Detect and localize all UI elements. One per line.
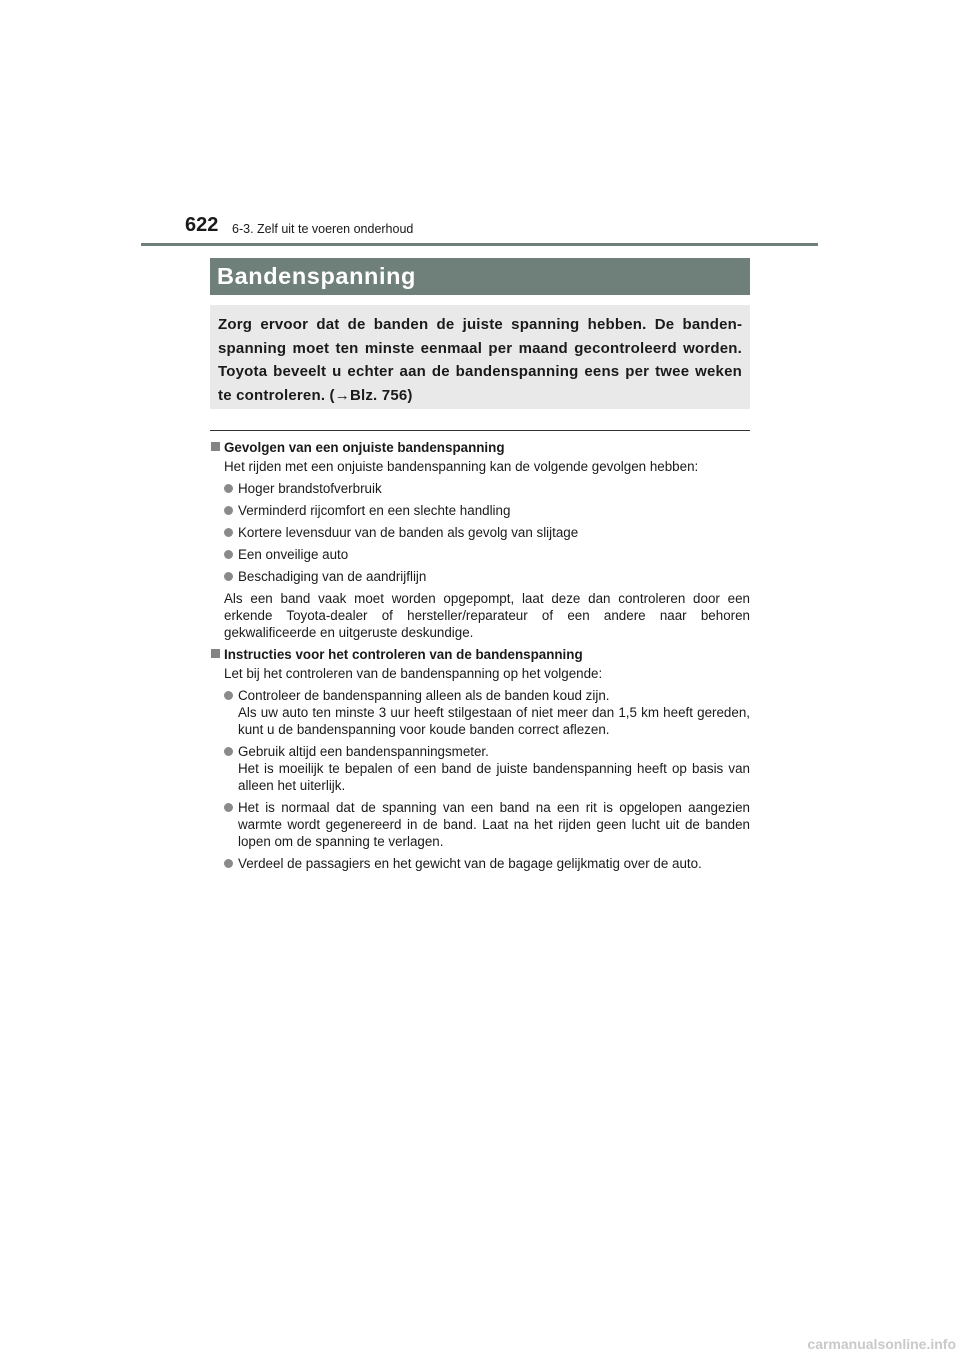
section-lead-text: Het rijden met een onjuiste bandenspanning kan de volgende gevolgen hebben:	[224, 459, 699, 474]
square-bullet-icon	[211, 442, 220, 451]
list-item	[210, 502, 750, 519]
round-bullet-icon	[224, 803, 233, 812]
list-item-text: Kortere levensduur van de banden als gevolg van slijtage	[238, 525, 579, 540]
list-item-text: Beschadiging van de aandrijflijn	[238, 569, 427, 584]
list-item	[210, 799, 750, 850]
intro-box	[210, 305, 750, 409]
intro-text-close: )	[407, 387, 413, 405]
header-divider	[141, 243, 818, 246]
list-item-text: Gebruik altijd een bandenspanningsmeter.	[238, 744, 489, 759]
list-item-text: Het is moeilijk te bepalen of een band de juiste bandenspanning heeft op basis van alleen het uiterlijk.	[238, 761, 750, 793]
square-bullet-icon	[211, 649, 220, 658]
section-heading-text: Gevolgen van een onjuiste bandenspanning	[224, 440, 505, 455]
list-item	[210, 546, 750, 563]
round-bullet-icon	[224, 747, 233, 756]
list-item-text: Het is normaal dat de spanning van een band na een rit is opgelopen aangezien warmte wordt gegenereerd in de band. Laat na het rijden geen lucht uit de banden lopen om de spanning te verlagen.	[238, 800, 750, 849]
list-item-text: Controleer de bandenspanning alleen als de banden koud zijn.	[238, 688, 610, 703]
section-heading	[210, 646, 750, 663]
section-heading-text: Instructies voor het controleren van de bandenspanning	[224, 647, 583, 662]
section-label: 6-3. Zelf uit te voeren onderhoud	[232, 222, 414, 236]
round-bullet-icon	[224, 691, 233, 700]
round-bullet-icon	[224, 528, 233, 537]
round-bullet-icon	[224, 506, 233, 515]
list-item-text: Hoger brandstofverbruik	[238, 481, 382, 496]
list-item-text: Een onveilige auto	[238, 547, 349, 562]
list-item	[210, 743, 750, 794]
arrow-icon: →	[334, 387, 350, 405]
intro-text-body: Zorg ervoor dat de banden de juiste spanning hebben. De bandenspanning moet ten minste eenmaal per maand gecontroleerd worden. Toyota beveelt u echter aan de bandenspanning eens per twee weken te controleren. (	[218, 316, 742, 405]
title-bar	[210, 258, 750, 295]
list-item	[210, 855, 750, 872]
page-title: Bandenspanning	[217, 263, 417, 289]
round-bullet-icon	[224, 572, 233, 581]
section-trailing-text: Als een band vaak moet worden opgepompt, laat deze dan controleren door een erkende Toyota-dealer of hersteller/reparateur of een andere naar behoren gekwalificeerde en uitgeruste deskundige.	[224, 591, 750, 640]
section-lead-text: Let bij het controleren van de bandenspanning op het volgende:	[224, 666, 603, 681]
list-item-text: Verminderd rijcomfort en een slechte handling	[238, 503, 511, 518]
watermark-link[interactable]: carmanualsonline.info	[807, 1336, 956, 1352]
intro-text	[218, 313, 742, 408]
round-bullet-icon	[224, 859, 233, 868]
list-item-text: Als uw auto ten minste 3 uur heeft stilgestaan of niet meer dan 1,5 km heeft gereden, kunt u de bandenspanning voor koude banden correct aflezen.	[238, 705, 750, 737]
round-bullet-icon	[224, 550, 233, 559]
list-item	[210, 568, 750, 585]
list-item	[210, 687, 750, 738]
round-bullet-icon	[224, 484, 233, 493]
list-item	[210, 524, 750, 541]
page-number: 622	[185, 214, 219, 236]
section-heading	[210, 439, 750, 456]
list-item	[210, 480, 750, 497]
page-reference-link[interactable]: Blz. 756	[349, 387, 408, 405]
content-body	[210, 439, 750, 877]
content-divider	[210, 430, 750, 431]
list-item-text: Verdeel de passagiers en het gewicht van de bagage gelijkmatig over de auto.	[238, 856, 702, 871]
